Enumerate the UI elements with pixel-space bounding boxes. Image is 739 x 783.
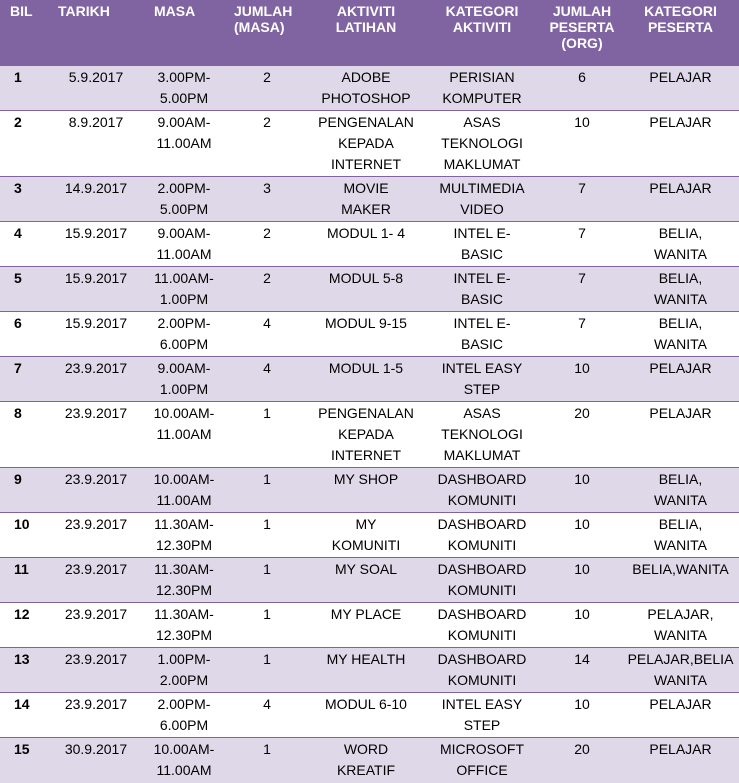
cell-bil: 8 [0,402,48,468]
cell-aktiviti: MOVIE MAKER [310,177,422,222]
cell-masa: 9.00AM- 1.00PM [144,357,224,402]
cell-jumlah-peserta: 20 [542,738,622,783]
cell-kategori-aktiviti: INTEL EASY STEP [422,357,542,402]
cell-jumlah-masa: 1 [224,402,310,468]
cell-tarikh: 23.9.2017 [48,468,144,513]
cell-jumlah-masa: 4 [224,693,310,738]
cell-jumlah-peserta: 14 [542,648,622,693]
cell-masa: 11.30AM- 12.30PM [144,603,224,648]
cell-tarikh: 15.9.2017 [48,222,144,267]
cell-masa: 11.00AM- 1.00PM [144,267,224,312]
header-kategori-peserta: KATEGORI PESERTA [622,0,739,65]
cell-bil: 3 [0,177,48,222]
cell-jumlah-masa: 2 [224,111,310,177]
table-row [0,558,739,603]
cell-aktiviti: WORD KREATIF [310,738,422,783]
cell-jumlah-peserta: 10 [542,693,622,738]
cell-masa: 2.00PM- 6.00PM [144,693,224,738]
cell-bil: 15 [0,738,48,783]
cell-jumlah-masa: 2 [224,65,310,111]
cell-kategori-aktiviti: DASHBOARD KOMUNITI [422,468,542,513]
cell-bil: 7 [0,357,48,402]
cell-kategori-peserta: PELAJAR,BELIA WANITA [622,648,739,693]
header-bil: BIL [0,0,48,65]
cell-masa: 9.00AM- 11.00AM [144,111,224,177]
header-row [0,0,739,65]
cell-aktiviti: MODUL 9-15 [310,312,422,357]
cell-kategori-aktiviti: DASHBOARD KOMUNITI [422,513,542,558]
table-row [0,402,739,468]
cell-masa: 9.00AM- 11.00AM [144,222,224,267]
cell-kategori-aktiviti: DASHBOARD KOMUNITI [422,558,542,603]
cell-kategori-aktiviti: MULTIMEDIA VIDEO [422,177,542,222]
cell-bil: 11 [0,558,48,603]
cell-bil: 14 [0,693,48,738]
cell-jumlah-peserta: 10 [542,513,622,558]
cell-kategori-aktiviti: INTEL E- BASIC [422,267,542,312]
cell-aktiviti: PENGENALAN KEPADA INTERNET [310,111,422,177]
cell-kategori-aktiviti: DASHBOARD KOMUNITI [422,603,542,648]
cell-kategori-peserta: PELAJAR [622,177,739,222]
cell-aktiviti: ADOBE PHOTOSHOP [310,65,422,111]
cell-tarikh: 23.9.2017 [48,603,144,648]
cell-kategori-peserta: PELAJAR [622,693,739,738]
cell-bil: 4 [0,222,48,267]
table-row [0,648,739,693]
header-masa: MASA [144,0,224,65]
table-row [0,603,739,648]
cell-masa: 11.30AM- 12.30PM [144,513,224,558]
cell-bil: 9 [0,468,48,513]
cell-tarikh: 23.9.2017 [48,693,144,738]
cell-jumlah-peserta: 7 [542,222,622,267]
cell-aktiviti: MY SOAL [310,558,422,603]
header-jumlah-masa: JUMLAH (MASA) [224,0,310,65]
table-row [0,357,739,402]
cell-tarikh: 23.9.2017 [48,648,144,693]
cell-aktiviti: MODUL 1-5 [310,357,422,402]
table-row [0,111,739,177]
cell-aktiviti: MY PLACE [310,603,422,648]
cell-kategori-peserta: BELIA, WANITA [622,513,739,558]
cell-jumlah-masa: 1 [224,468,310,513]
cell-kategori-aktiviti: DASHBOARD KOMUNITI [422,648,542,693]
cell-kategori-aktiviti: ASAS TEKNOLOGI MAKLUMAT [422,111,542,177]
cell-tarikh: 8.9.2017 [48,111,144,177]
cell-masa: 2.00PM- 5.00PM [144,177,224,222]
cell-aktiviti: MODUL 5-8 [310,267,422,312]
cell-tarikh: 23.9.2017 [48,402,144,468]
cell-tarikh: 14.9.2017 [48,177,144,222]
cell-jumlah-peserta: 10 [542,468,622,513]
cell-tarikh: 23.9.2017 [48,357,144,402]
cell-jumlah-masa: 4 [224,357,310,402]
cell-jumlah-masa: 3 [224,177,310,222]
cell-kategori-aktiviti: PERISIAN KOMPUTER [422,65,542,111]
header-jumlah-peserta: JUMLAH PESERTA (ORG) [542,0,622,65]
cell-kategori-peserta: PELAJAR [622,111,739,177]
cell-kategori-peserta: PELAJAR, WANITA [622,603,739,648]
cell-kategori-peserta: BELIA, WANITA [622,267,739,312]
cell-masa: 10.00AM- 11.00AM [144,738,224,783]
cell-jumlah-masa: 4 [224,312,310,357]
cell-kategori-peserta: BELIA, WANITA [622,468,739,513]
cell-aktiviti: PENGENALAN KEPADA INTERNET [310,402,422,468]
cell-kategori-peserta: PELAJAR [622,65,739,111]
table-row [0,468,739,513]
cell-kategori-aktiviti: MICROSOFT OFFICE [422,738,542,783]
cell-bil: 2 [0,111,48,177]
cell-bil: 12 [0,603,48,648]
cell-masa: 1.00PM- 2.00PM [144,648,224,693]
cell-jumlah-peserta: 7 [542,177,622,222]
cell-kategori-peserta: BELIA, WANITA [622,312,739,357]
cell-bil: 13 [0,648,48,693]
cell-kategori-peserta: BELIA,WANITA [622,558,739,603]
cell-bil: 6 [0,312,48,357]
table-row [0,177,739,222]
cell-jumlah-peserta: 6 [542,65,622,111]
cell-kategori-peserta: PELAJAR [622,402,739,468]
header-kategori-aktiviti: KATEGORI AKTIVITI [422,0,542,65]
cell-masa: 11.30AM- 12.30PM [144,558,224,603]
cell-kategori-peserta: PELAJAR [622,738,739,783]
cell-jumlah-masa: 1 [224,603,310,648]
cell-jumlah-masa: 1 [224,513,310,558]
cell-bil: 1 [0,65,48,111]
cell-aktiviti: MY SHOP [310,468,422,513]
cell-masa: 10.00AM- 11.00AM [144,402,224,468]
cell-tarikh: 23.9.2017 [48,558,144,603]
cell-kategori-aktiviti: INTEL E- BASIC [422,312,542,357]
cell-tarikh: 15.9.2017 [48,312,144,357]
cell-masa: 3.00PM- 5.00PM [144,65,224,111]
header-aktiviti-latihan: AKTIVITI LATIHAN [310,0,422,65]
cell-jumlah-peserta: 7 [542,312,622,357]
cell-tarikh: 23.9.2017 [48,513,144,558]
table-row [0,513,739,558]
cell-kategori-peserta: BELIA, WANITA [622,222,739,267]
cell-tarikh: 15.9.2017 [48,267,144,312]
table-row [0,65,739,111]
cell-jumlah-peserta: 10 [542,558,622,603]
cell-jumlah-peserta: 10 [542,603,622,648]
cell-bil: 5 [0,267,48,312]
cell-kategori-aktiviti: INTEL E- BASIC [422,222,542,267]
cell-jumlah-masa: 1 [224,558,310,603]
cell-kategori-aktiviti: ASAS TEKNOLOGI MAKLUMAT [422,402,542,468]
header-tarikh: TARIKH [48,0,144,65]
table-row [0,693,739,738]
cell-tarikh: 5.9.2017 [48,65,144,111]
cell-tarikh: 30.9.2017 [48,738,144,783]
cell-aktiviti: MODUL 1- 4 [310,222,422,267]
table-row [0,267,739,312]
cell-masa: 10.00AM- 11.00AM [144,468,224,513]
cell-aktiviti: MY HEALTH [310,648,422,693]
table-row [0,312,739,357]
cell-jumlah-peserta: 7 [542,267,622,312]
table-row [0,222,739,267]
cell-masa: 2.00PM- 6.00PM [144,312,224,357]
cell-bil: 10 [0,513,48,558]
cell-jumlah-peserta: 20 [542,402,622,468]
cell-jumlah-peserta: 10 [542,111,622,177]
cell-aktiviti: MY KOMUNITI [310,513,422,558]
cell-aktiviti: MODUL 6-10 [310,693,422,738]
cell-jumlah-masa: 1 [224,738,310,783]
cell-jumlah-masa: 1 [224,648,310,693]
cell-jumlah-masa: 2 [224,267,310,312]
cell-jumlah-masa: 2 [224,222,310,267]
cell-jumlah-peserta: 10 [542,357,622,402]
cell-kategori-aktiviti: INTEL EASY STEP [422,693,542,738]
cell-kategori-peserta: PELAJAR [622,357,739,402]
